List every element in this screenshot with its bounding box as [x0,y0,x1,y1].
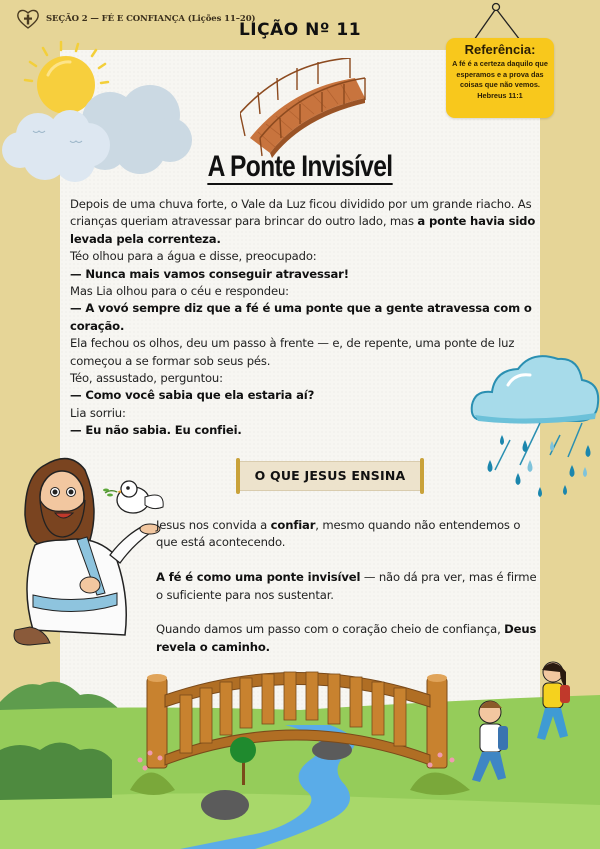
story-paragraph: Depois de uma chuva forte, o Vale da Luz ficou dividido por um grande riacho. As crianças queriam atravessar para brincar do outro lado, mas a ponte havia sido levada pela correnteza. [70,197,536,246]
story-paragraph: — Nunca mais vamos conseguir atravessar! [70,266,349,281]
teaching-paragraph: A fé é como uma ponte invisível — não dá pra ver, mas é firme o suficiente para nos sustentar. [156,570,537,602]
story-title-text: A Ponte Invisível [207,150,393,183]
story-paragraph: Ela fechou os olhos, deu um passo à frente — e, de repente, uma ponte de luz começou a se formar sob seus pés. [70,336,515,368]
reference-citation: Hebreus 11:1 [477,90,523,100]
teaching-banner [232,458,428,494]
story-paragraph: — Como você sabia que ela estaria aí? [70,388,315,403]
banner-label: O QUE JESUS ENSINA [254,468,406,483]
wooden-bridge-icon [240,58,370,158]
story-paragraph: Lia sorriu: [70,405,126,420]
lesson-title: LIÇÃO Nº 11 [238,20,362,40]
story-paragraph: — A vovó sempre diz que a fé é uma ponte que a gente atravessa com o coração. [70,301,532,333]
rain-cloud-icon [470,345,600,505]
story-paragraph: Téo olhou para a água e disse, preocupado: [70,249,317,264]
bridge-over-river-landscape [0,650,600,849]
story-title [54,150,546,184]
section-label: SEÇÃO 2 — FÉ E CONFIANÇA (Lições 11–20) [46,14,256,24]
reference-text: A fé é a certeza daquilo que esperamos e a prova das coisas que não vemos. [452,59,548,89]
reference-title: Referência: [464,42,536,57]
teaching-paragraph: Quando damos um passo com o coração cheio de confiança, Deus revela o caminho. [156,622,537,654]
teaching-paragraph: Jesus nos convida a confiar, mesmo quando não entendemos o que está acontecendo. [156,518,521,550]
story-paragraph: Mas Lia olhou para o céu e respondeu: [70,284,289,299]
reference-card [446,38,554,118]
reference-sign [440,0,600,130]
story-paragraph: — Eu não sabia. Eu confiei. [70,423,242,438]
story-paragraph: Téo, assustado, perguntou: [70,371,223,386]
jesus-with-dove-illustration [5,445,175,650]
